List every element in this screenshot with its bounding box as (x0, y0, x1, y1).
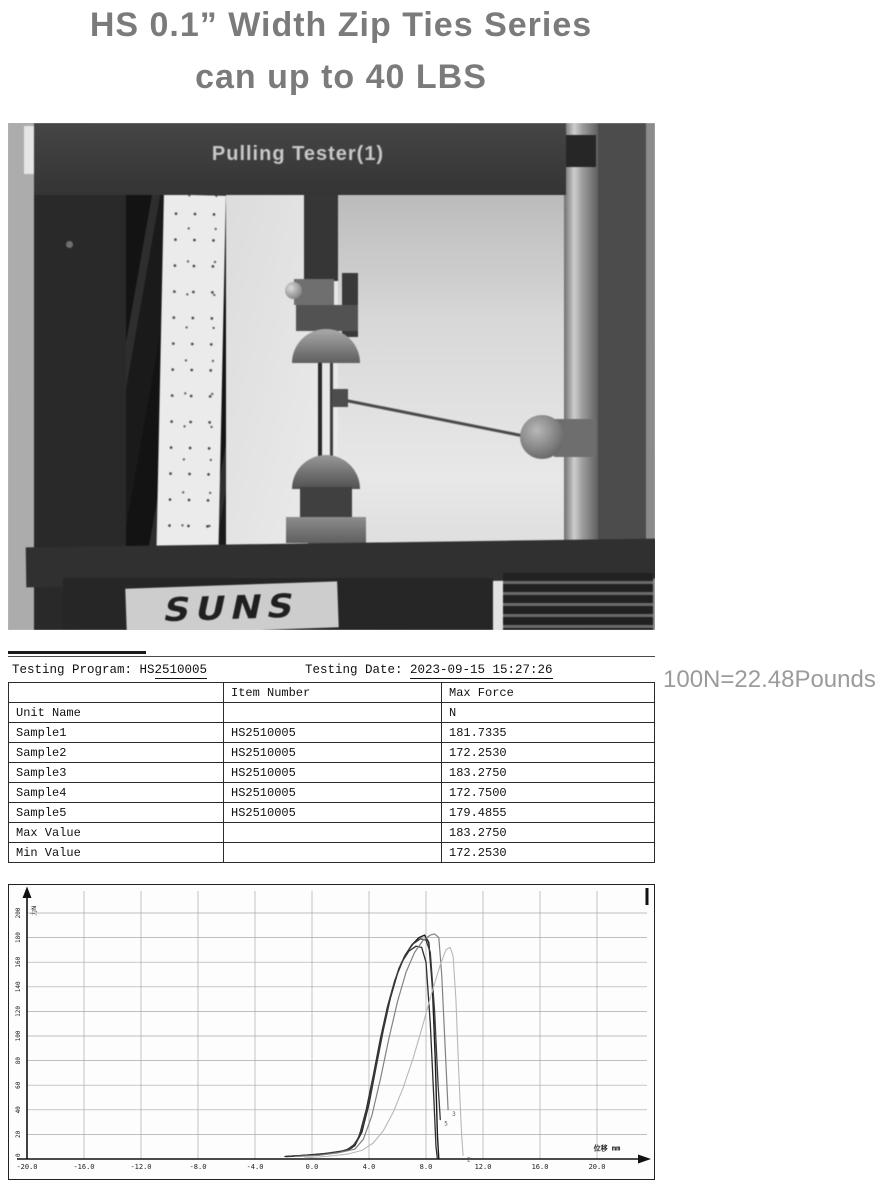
specimen-zip-tie (318, 363, 322, 457)
brand-logo: SUNS (160, 587, 304, 629)
x-axis-arrow-icon (638, 1155, 651, 1164)
table-cell: Sample5 (9, 803, 224, 823)
table-cell: 179.4855 (442, 803, 655, 823)
table-row (9, 803, 655, 823)
y-tick-label: 160 (15, 956, 22, 968)
pillar-bolt (66, 241, 73, 248)
y-tick-label: 180 (15, 932, 22, 944)
table-cell: Unit Name (9, 703, 224, 723)
table-cell: 181.7335 (442, 723, 655, 743)
report-header (8, 661, 655, 681)
table-cell: Sample4 (9, 783, 224, 803)
table-cell: HS2510005 (224, 783, 442, 803)
table-row (9, 783, 655, 803)
crosshead-column (304, 195, 338, 281)
testing-program-number: 2510005 (154, 663, 208, 677)
table-cell: HS2510005 (224, 763, 442, 783)
table-row (9, 823, 655, 843)
unit-conversion-note: 100N=22.48Pounds (663, 666, 876, 693)
table-cell (224, 843, 442, 863)
grip-bracket (296, 305, 358, 331)
x-tick-label: 16.0 (531, 1163, 549, 1171)
table-column-header: Max Force (442, 683, 655, 703)
report-rule-thick (8, 651, 146, 654)
machine-label: Pulling Tester(1) (211, 143, 385, 165)
y-tick-label: 40 (15, 1106, 22, 1114)
x-axis-title: 位移 mm (593, 1144, 621, 1153)
backdrop-sheet (338, 183, 564, 573)
table-row (9, 743, 655, 763)
testing-program-label: Testing Program: HS (12, 663, 155, 677)
table-cell: 172.2530 (442, 843, 655, 863)
lower-grip-block (300, 487, 352, 517)
y-axis-title: 力N (30, 905, 38, 917)
pulling-tester-photo (8, 123, 655, 630)
x-tick-label: -12.0 (130, 1163, 152, 1171)
lower-clamp-plate (286, 517, 366, 543)
table-cell: Sample3 (9, 763, 224, 783)
y-tick-label: 60 (15, 1081, 22, 1089)
specimen-zip-tie (330, 363, 333, 457)
table-cell: Max Value (9, 823, 224, 843)
table-column-header: Item Number (224, 683, 442, 703)
vent-grille (503, 573, 653, 630)
table-cell (224, 703, 442, 723)
table-cell: HS2510005 (224, 723, 442, 743)
sensor-knob-icon (520, 415, 564, 459)
y-tick-label: 0 (15, 1153, 22, 1157)
x-tick-label: 8.0 (419, 1163, 433, 1171)
table-cell: 183.2750 (442, 763, 655, 783)
y-tick-label: 120 (15, 1005, 22, 1017)
load-cell-knob-icon (285, 282, 302, 299)
table-row (9, 703, 655, 723)
table-row (9, 763, 655, 783)
x-tick-label: -16.0 (73, 1163, 95, 1171)
page-title-line1: HS 0.1” Width Zip Ties Series (89, 6, 593, 44)
chart-svg (9, 885, 654, 1179)
table-body (9, 703, 655, 863)
speckled-paper-strip (156, 194, 226, 567)
page-title-line2: can up to 40 LBS (195, 58, 487, 96)
table-cell: 183.2750 (442, 823, 655, 843)
test-results-table (8, 682, 655, 863)
testing-date (305, 663, 553, 677)
x-tick-label: -20.0 (16, 1163, 38, 1171)
y-tick-label: 200 (15, 907, 22, 919)
table-cell: Min Value (9, 843, 224, 863)
photo-scene (8, 123, 655, 630)
y-tick-label: 140 (15, 981, 22, 993)
series-curve (295, 934, 448, 1157)
table-cell: Sample2 (9, 743, 224, 763)
table-cell: Sample1 (9, 723, 224, 743)
table-column-header (9, 683, 224, 703)
table-cell: HS2510005 (224, 803, 442, 823)
brand-plate (125, 581, 338, 630)
table-cell (224, 823, 442, 843)
x-tick-label: 0.0 (305, 1163, 319, 1171)
frame-mark (646, 888, 649, 905)
table-cell: 172.2530 (442, 743, 655, 763)
x-tick-label: 12.0 (474, 1163, 492, 1171)
y-tick-label: 100 (15, 1030, 22, 1042)
testing-date-value: 2023-09-15 15:27:26 (410, 663, 553, 677)
table-cell: HS2510005 (224, 743, 442, 763)
y-tick-label: 20 (15, 1130, 22, 1139)
table-row (9, 723, 655, 743)
x-tick-label: 4.0 (362, 1163, 376, 1171)
report-rule-thin (8, 656, 655, 657)
series-end-label: 3 (452, 1110, 456, 1118)
x-tick-label: -8.0 (189, 1163, 207, 1171)
testing-date-label: Testing Date: (305, 663, 411, 677)
force-displacement-chart (8, 884, 655, 1180)
y-axis-arrow-icon (23, 887, 32, 899)
table-head (9, 683, 655, 703)
series-end-label: 5 (444, 1120, 448, 1128)
x-tick-label: -4.0 (246, 1163, 264, 1171)
series-end-label: 2 (467, 1156, 471, 1164)
table-cell: 172.7500 (442, 783, 655, 803)
y-tick-label: 80 (15, 1056, 22, 1065)
x-tick-label: 20.0 (588, 1163, 606, 1171)
table-header-row (9, 683, 655, 703)
table-row (9, 843, 655, 863)
series-curve (305, 947, 463, 1157)
testing-program (12, 663, 207, 677)
table-cell: N (442, 703, 655, 723)
